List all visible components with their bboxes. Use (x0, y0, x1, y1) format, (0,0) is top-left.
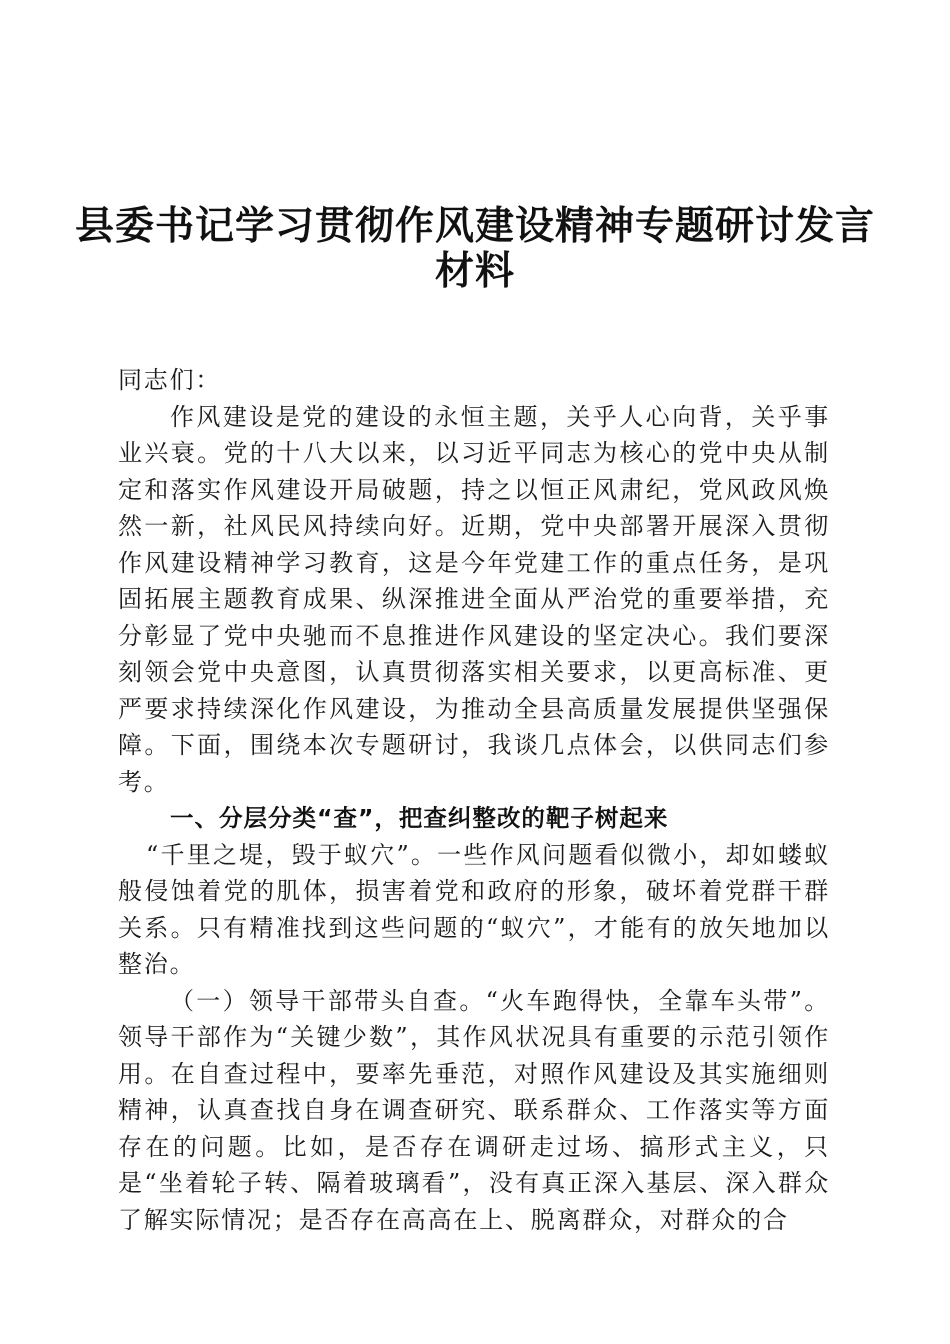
document-title-line-1: 县委书记学习贯彻作风建设精神专题研讨发言 (74, 203, 875, 249)
document-title-line-2: 材料 (434, 248, 515, 294)
intro-paragraph: 作风建设是党的建设的永恒主题，关乎人心向背，关乎事业兴衰。党的十八大以来，以习近平同志为核心的党中央从制定和落实作风建设开局破题，持之以恒正风肃纪，党风政风焕然一新，社风民风持续向好。近期，党中央部署开展深入贯彻作风建设精神学习教育，这是今年党建工作的重点任务，是巩固拓展主题教育成果、纵深推进全面从严治党的重要举措，充分彰显了党中央驰而不息推进作风建设的坚定决心。我们要深刻领会党中央意图，认真贯彻落实相关要求，以更高标准、更严要求持续深化作风建设，为推动全县高质量发展提供坚强保障。下面，围绕本次专题研讨，我谈几点体会，以供同志们参考。 (118, 402, 830, 796)
section-1-heading: 一、分层分类“查”，把查纠整改的靶子树起来 (170, 804, 669, 832)
document-body (118, 362, 830, 1238)
subsection-1-paragraph: （一）领导干部带头自查。“火车跑得快，全靠车头带”。领导干部作为“关键少数”，其作风状况具有重要的示范引领作用。在自查过程中，要率先垂范，对照作风建设及其实施细则精神，认真查找自身在调查研究、联系群众、工作落实等方面存在的问题。比如，是否存在调研走过场、搞形式主义，只是“坐着轮子转、隔着玻璃看”，没有真正深入基层、深入群众了解实际情况；是否存在高高在上、脱离群众，对群众的合 (118, 986, 830, 1234)
salutation: 同志们： (118, 366, 222, 394)
section-1-paragraph: “千里之堤，毁于蚁穴”。一些作风问题看似微小，却如蝼蚁般侵蚀着党的肌体，损害着党和政府的形象，破坏着党群干群关系。只有精准找到这些问题的“蚁穴”，才能有的放矢地加以整治。 (118, 840, 830, 978)
